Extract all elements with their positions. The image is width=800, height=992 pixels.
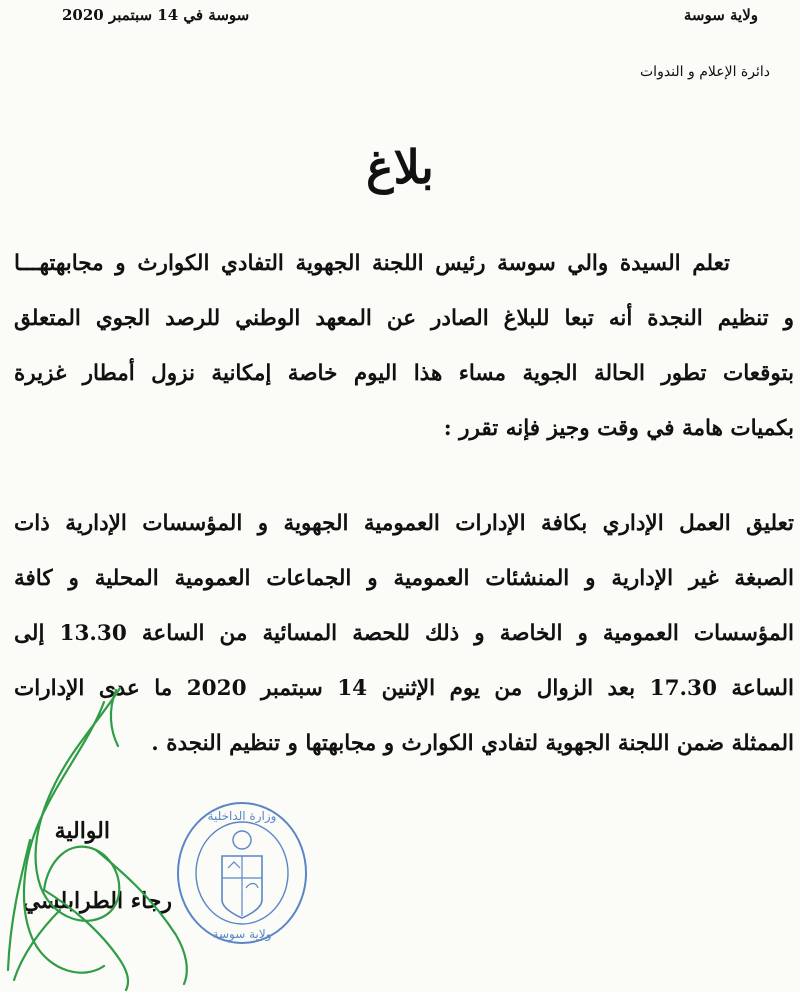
paragraph-line: تعليق العمل الإداري بكافة الإدارات العمومية الجهوية و المؤسسات الإدارية ذات [14, 511, 794, 536]
seal-bottom-text: ولاية سوسة [212, 927, 272, 941]
paragraph-line: تعلم السيدة والي سوسة رئيس اللجنة الجهوية التفادي الكوارث و مجابهتهـــا [14, 251, 730, 276]
paragraph-line: الممثلة ضمن اللجنة الجهوية لتفادي الكوارث و مجابهتها و تنظيم النجدة . [151, 731, 794, 756]
governorate-header: ولاية سوسة [683, 6, 758, 24]
date-line: سوسة في 14 سبتمبر 2020 [62, 6, 250, 24]
signatory-name: رجاء الطرابلسي [22, 888, 172, 914]
paragraph-line: و تنظيم النجدة أنه تبعا للبلاغ الصادر عن المعهد الوطني للرصد الجوي المتعلق [14, 306, 794, 331]
paragraph-line: المؤسسات العمومية و الخاصة و ذلك للحصة المسائية من الساعة 13.30 إلى [14, 621, 794, 646]
paragraph-line: الساعة 17.30 بعد الزوال من يوم الإثنين 14 سبتمبر 2020 ما عدى الإدارات [14, 676, 794, 701]
official-seal [172, 798, 312, 948]
paragraph-decision [14, 496, 794, 771]
paragraph-announcement [14, 236, 794, 456]
signatory-title: الوالية [54, 818, 110, 844]
paragraph-line: الصبغة غير الإدارية و المنشئات العمومية و الجماعات العمومية المحلية و كافة [14, 566, 794, 591]
paragraph-line: بكميات هامة في وقت وجيز فإنه تقرر : [443, 416, 794, 441]
document-title: بلاغ [366, 140, 434, 194]
seal-top-text: وزارة الداخلية [207, 809, 277, 823]
paragraph-line: بتوقعات تطور الحالة الجوية مساء هذا اليوم خاصة إمكانية نزول أمطار غزيرة [14, 361, 794, 386]
department-header: دائرة الإعلام و الندوات [640, 64, 770, 80]
